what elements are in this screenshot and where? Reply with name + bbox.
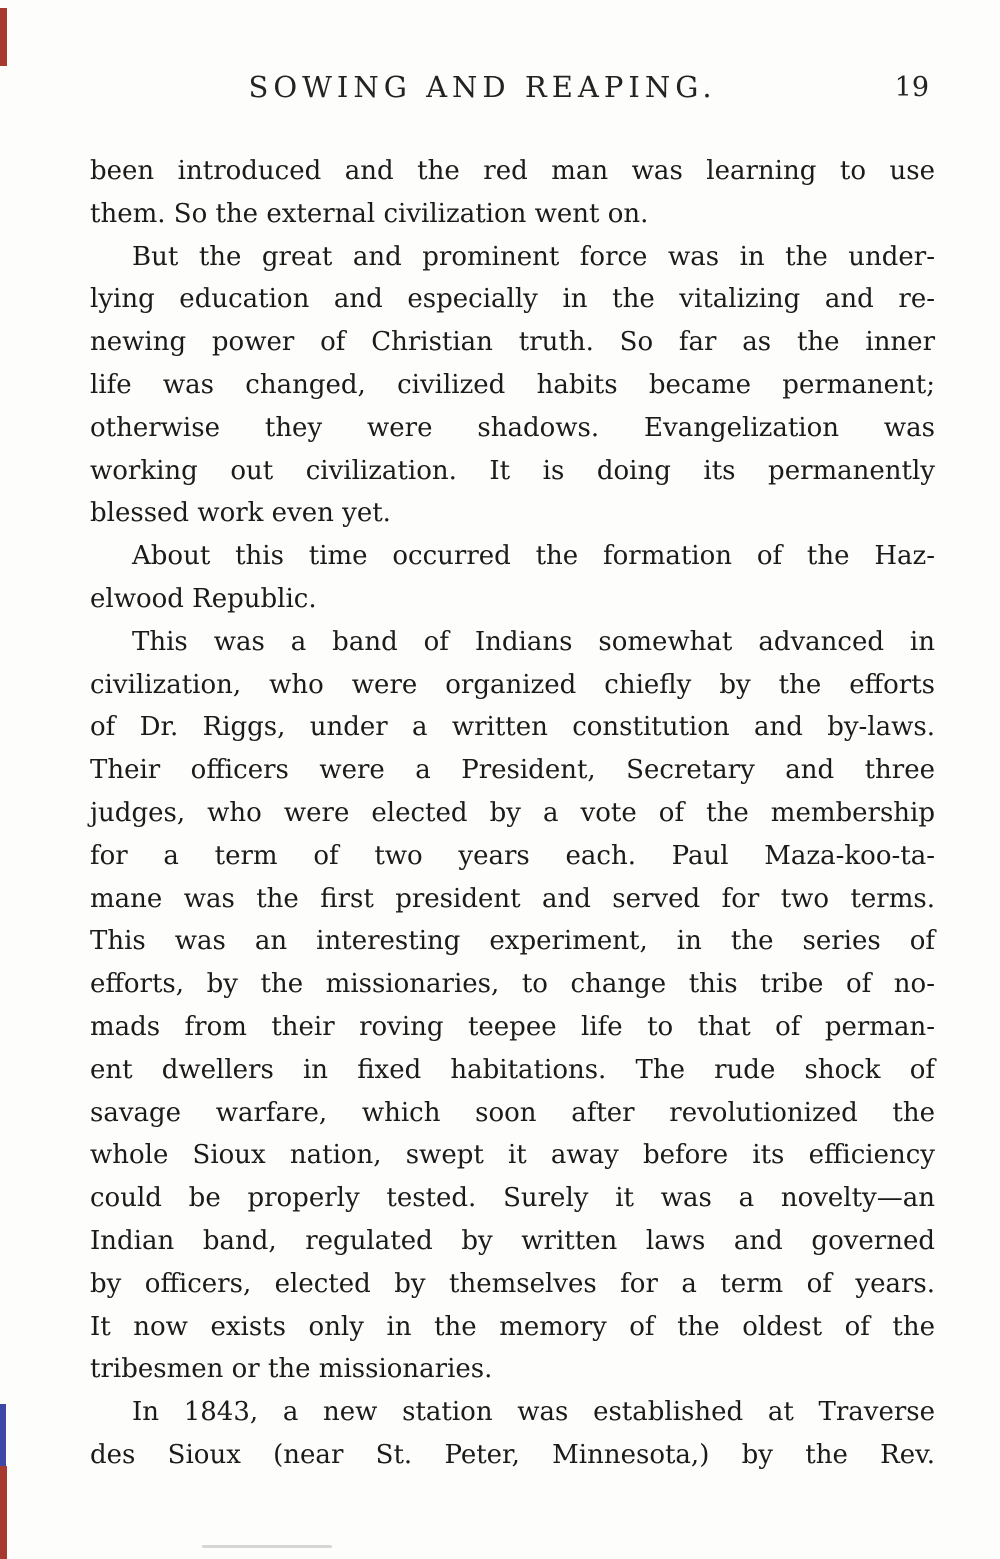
text-line: elwood Republic. <box>90 583 317 614</box>
text-line: savage warfare, which soon after revolutionized the <box>90 1097 935 1128</box>
text-line: working out civilization. It is doing its permanently <box>90 455 935 486</box>
text-line: by officers, elected by themselves for a term of years. <box>90 1268 935 1299</box>
text-line: mane was the first president and served for two terms. <box>90 883 935 914</box>
text-line: This was a band of Indians somewhat advanced in <box>132 626 935 657</box>
text-line: lying education and especially in the vitalizing and re- <box>90 284 935 315</box>
scan-artifact-top-left <box>0 8 7 66</box>
text-line: Indian band, regulated by written laws and governed <box>90 1225 935 1256</box>
text-line: newing power of Christian truth. So far as the inner <box>90 327 935 358</box>
text-line: for a term of two years each. Paul Maza-koo-ta- <box>90 840 935 871</box>
text-line: civilization, who were organized chiefly by the efforts <box>90 669 935 700</box>
text-line: blessed work even yet. <box>90 498 391 529</box>
text-line: tribesmen or the missionaries. <box>90 1354 493 1385</box>
text-line: been introduced and the red man was learning to use <box>90 156 935 186</box>
text-line: mads from their roving teepee life to that of perman- <box>90 1011 935 1042</box>
paragraph <box>90 236 935 536</box>
scan-artifact-smudge <box>202 1545 332 1548</box>
page-title: SOWING AND REAPING. <box>248 70 717 104</box>
page-number: 19 <box>894 72 929 103</box>
text-line: of Dr. Riggs, under a written constitution and by-laws. <box>90 712 935 743</box>
paragraph <box>90 1391 935 1477</box>
running-head <box>90 70 935 128</box>
text-line: judges, who were elected by a vote of the membership <box>90 797 935 828</box>
text-line: This was an interesting experiment, in the series of <box>90 926 935 957</box>
text-line: could be properly tested. Surely it was a novelty—an <box>90 1183 935 1214</box>
text-line: In 1843, a new station was established at Traverse <box>132 1397 935 1428</box>
scan-artifact-bottom-red <box>0 1466 7 1559</box>
text-line: But the great and prominent force was in the under- <box>132 241 935 272</box>
text-line: ent dwellers in fixed habitations. The rude shock of <box>90 1054 935 1085</box>
paragraph <box>90 621 935 1391</box>
text-line: life was changed, civilized habits became permanent; <box>90 369 935 400</box>
text-body <box>90 150 935 1477</box>
text-line: whole Sioux nation, swept it away before its efficiency <box>90 1140 935 1171</box>
text-line: otherwise they were shadows. Evangelization was <box>90 412 935 443</box>
paragraph <box>90 535 935 621</box>
paragraph <box>90 150 935 236</box>
scan-artifact-bottom-blue <box>0 1404 6 1466</box>
text-line: des Sioux (near St. Peter, Minnesota,) by the Rev. <box>90 1439 935 1470</box>
text-line: Their officers were a President, Secretary and three <box>90 755 935 786</box>
text-line: It now exists only in the memory of the oldest of the <box>90 1311 935 1342</box>
text-block <box>90 70 935 1477</box>
text-line: them. So the external civilization went on. <box>90 198 649 229</box>
text-line: efforts, by the missionaries, to change this tribe of no- <box>90 969 935 1000</box>
text-line: About this time occurred the formation of the Haz- <box>132 541 935 572</box>
